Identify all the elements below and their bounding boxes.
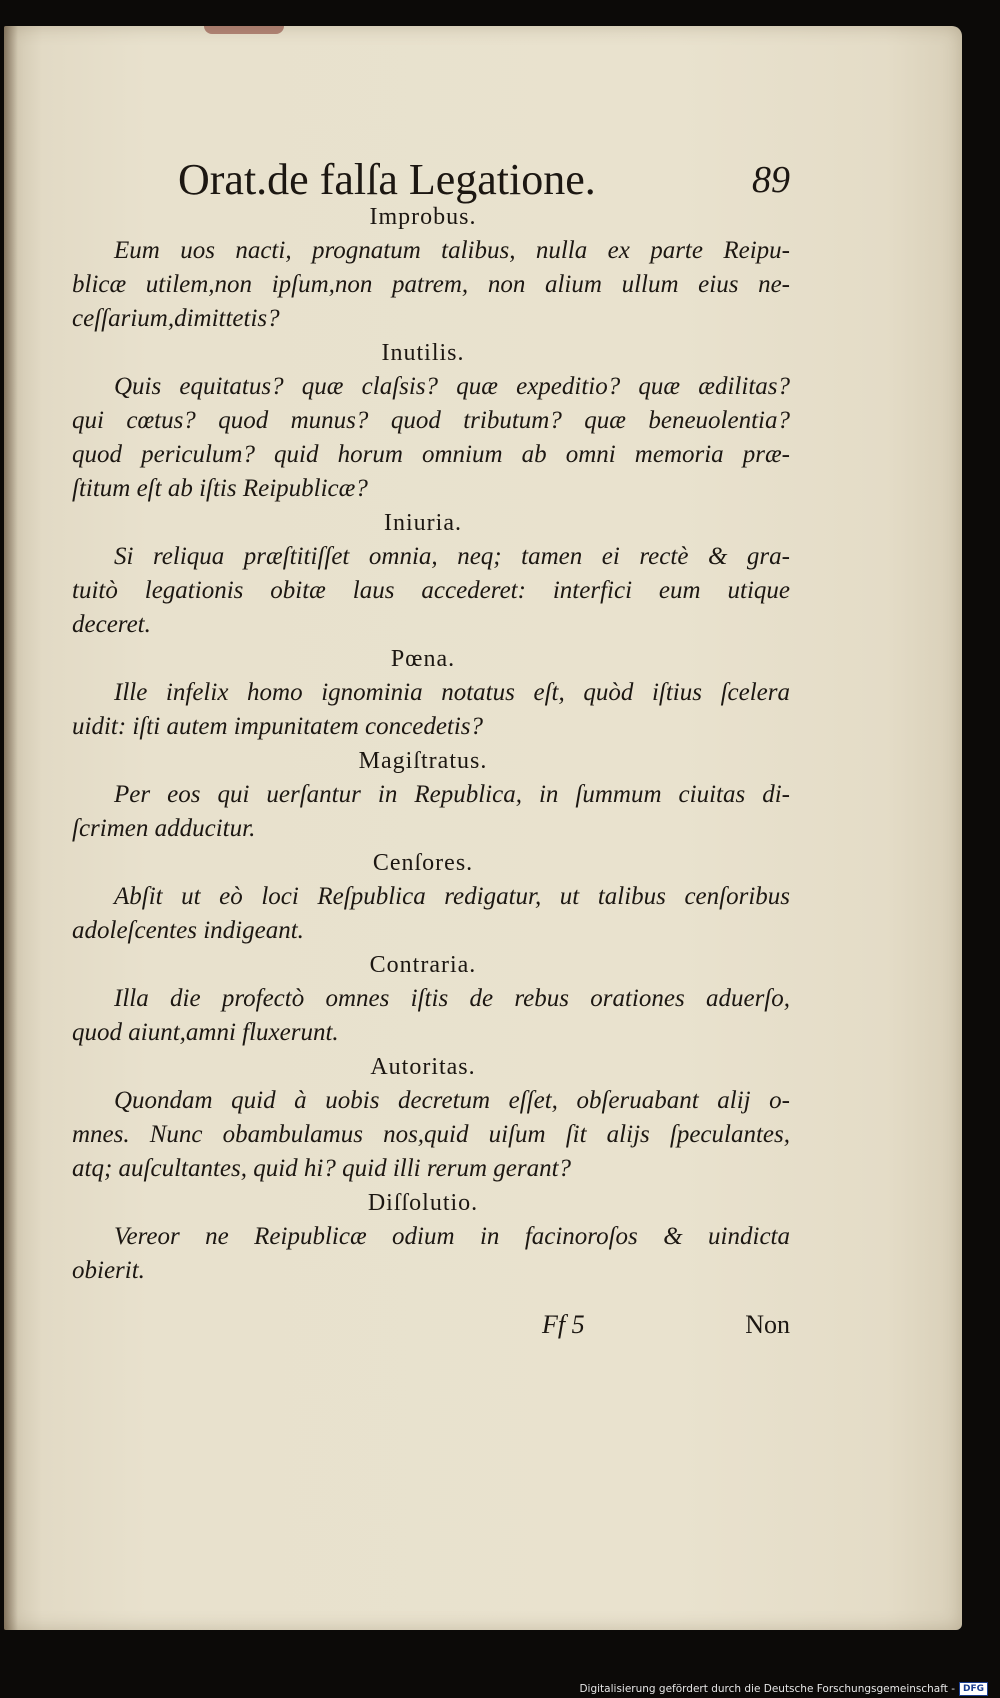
text-line: quod periculum? quid horum omnium ab omni memoria præ- [72,441,790,468]
text-line: quod aiunt,amni fluxerunt. [72,1019,339,1046]
text-line: uidit: iſti autem impunitatem concedetis? [72,713,484,740]
section [72,744,790,846]
section-paragraph [72,234,790,336]
dfg-logo-icon: DFG [959,1682,988,1696]
text-line: Eum uos nacti, prognatum talibus, nulla ex parte Reipu- [114,237,790,264]
text-line: atq; auſcultantes, quid hi? quid illi rerum gerant? [72,1155,572,1182]
section-paragraph [72,982,790,1050]
text-line: blicæ utilem,non ipſum,non patrem, non alium ullum eius ne- [72,271,790,298]
section-heading: Autoritas. [370,1054,476,1080]
section [72,948,790,1050]
running-head [72,120,790,204]
text-line: Ille infelix homo ignominia notatus eſt, quòd iſtius ſcelera [114,679,790,706]
text-line: Vereor ne Reipublicæ odium in facinoroſos & uindicta [114,1223,790,1250]
section-heading: Cenſores. [372,850,474,876]
text-line: Abſit ut eò loci Reſpublica redigatur, ut talibus cenſoribus [114,883,790,910]
section-paragraph [72,1220,790,1288]
text-line: adoleſcentes indigeant. [72,917,304,944]
text-line: qui cœtus? quod munus? quod tributum? quæ beneuolentia? [72,407,790,434]
section-heading: Inutilis. [381,340,465,366]
section-paragraph [72,1084,790,1186]
section [72,642,790,744]
running-title: Orat.de falſa Legatione. [178,155,596,204]
text-line: obierit. [72,1257,145,1284]
section [72,1186,790,1288]
text-line: Quis equitatus? quæ claſsis? quæ expeditio? quæ ædilitas? [114,373,790,400]
text-line: ſcrimen adducitur. [72,815,256,842]
section-paragraph [72,676,790,744]
page-number: 89 [752,159,790,201]
catchline [72,1310,790,1350]
text-line: tuitò legationis obitæ laus accederet: interfici eum utique [72,577,790,604]
sections-container [72,200,790,1288]
text-line: Quondam quid à uobis decretum eſſet, obſeruabant alij o- [114,1087,790,1114]
text-line: ſtitum eſt ab iſtis Reipublicæ? [72,475,368,502]
section-heading: Iniuria. [384,510,462,536]
text-line: Si reliqua præſtitiſſet omnia, neq; tamen ei rectè & gra- [114,543,790,570]
section-paragraph [72,778,790,846]
section-heading: Diſſolutio. [367,1190,479,1216]
section-heading: Improbus. [369,204,477,230]
section [72,200,790,336]
section-heading: Contraria. [369,952,477,978]
section-paragraph [72,880,790,948]
text-line: mnes. Nunc obambulamus nos,quid uiſum ſit alijs ſpeculantes, [72,1121,790,1148]
section [72,1050,790,1186]
book-page [4,26,962,1630]
text-line: Per eos qui uerſantur in Republica, in ſummum ciuitas di- [114,781,790,808]
digitization-credit [579,1682,988,1696]
catchword: Non [745,1310,790,1339]
section-paragraph [72,370,790,506]
section [72,846,790,948]
section-heading: Pœna. [390,646,456,672]
page-content [72,120,790,1350]
text-line: ceſſarium,dimittetis? [72,305,280,332]
section [72,506,790,642]
section-paragraph [72,540,790,642]
text-line: Illa die profectò omnes iſtis de rebus orationes aduerſo, [114,985,790,1012]
credit-text: Digitalisierung gefördert durch die Deutsche Forschungsgemeinschaft - [579,1683,955,1695]
section [72,336,790,506]
signature-mark: Ff 5 [542,1310,585,1339]
text-line: deceret. [72,611,151,638]
section-heading: Magiſtratus. [358,748,488,774]
page-edge-stain [204,26,284,34]
